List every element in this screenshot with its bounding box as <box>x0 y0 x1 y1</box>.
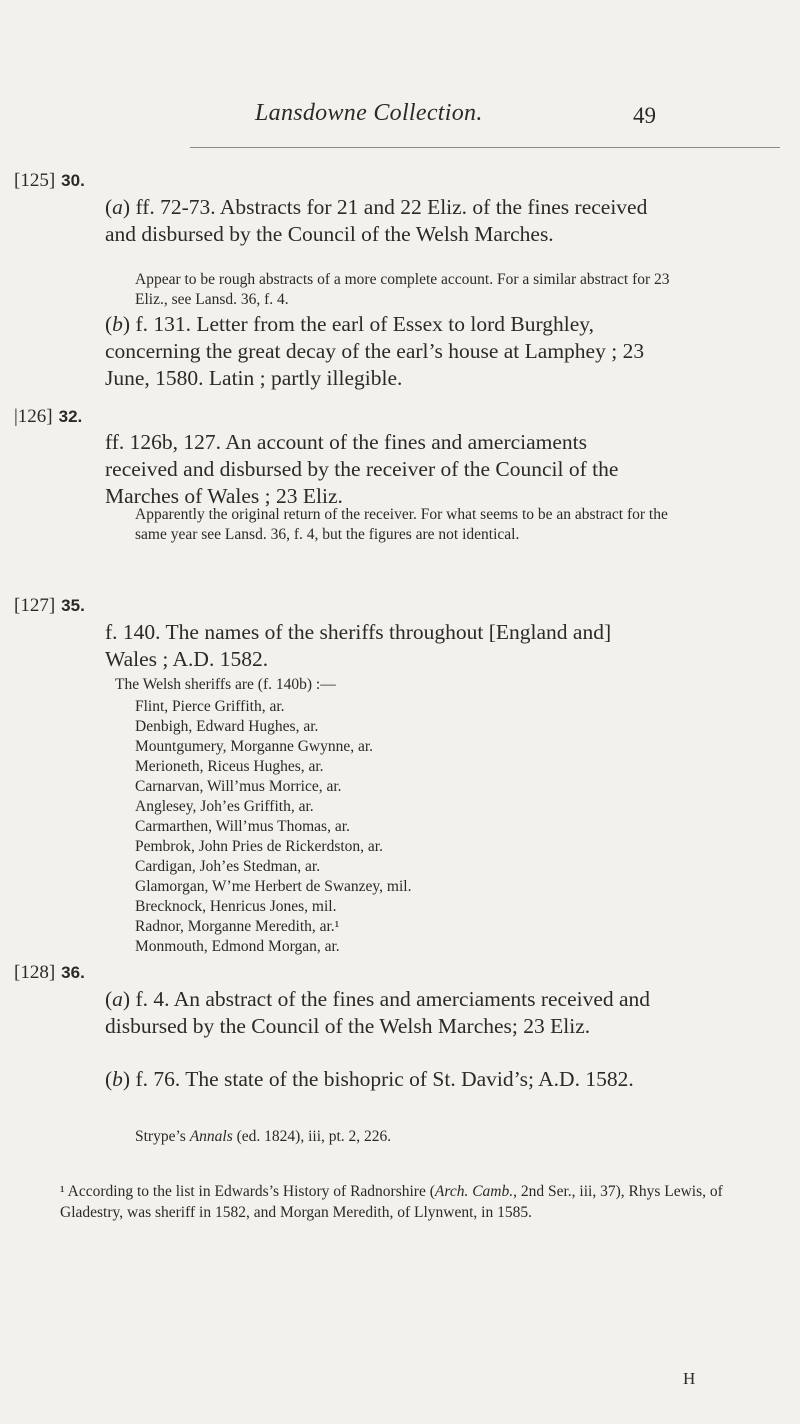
signature-mark: H <box>683 1369 696 1388</box>
note-title: Annals <box>189 1128 233 1145</box>
list-item: Pembrok, John Pries de Rickerdston, ar. <box>135 838 383 855</box>
running-title: Lansdowne Collection. <box>255 100 483 126</box>
list-item: Merioneth, Riceus Hughes, ar. <box>135 758 324 775</box>
item-label: (b) <box>105 1067 131 1091</box>
footnote <box>60 1181 782 1223</box>
entry-ref-number: [128] <box>14 962 56 983</box>
footnote-citation: Arch. Camb. <box>434 1183 514 1200</box>
entry-ref-number: [125] <box>14 170 56 191</box>
item-text: f. 131. Letter from the earl of Essex to lord Burghley, concerning the great decay of the earl’s house at Lamphey ; 23 June, 1580. Latin ; partly illegible. <box>105 312 645 390</box>
footnote-text: According to the list in Edwards’s History of Radnorshire ( <box>64 1183 435 1200</box>
list-item: Carnarvan, Will’mus Morrice, ar. <box>135 778 342 795</box>
entry-number: 32. <box>58 407 83 426</box>
footnote-text: , 2nd Ser., iii, 37), Rhys Lewis, of Gladestry, was sheriff in 1582, and Morgan Meredith, of Llynwent, in 1585. <box>60 1183 723 1221</box>
list-item: Brecknock, Henricus Jones, mil. <box>135 898 337 915</box>
header-rule <box>190 147 780 148</box>
entry-note <box>135 1127 680 1147</box>
list-item: Flint, Pierce Griffith, ar. <box>135 698 285 715</box>
list-item: Cardigan, Joh’es Stedman, ar. <box>135 858 321 875</box>
entry-note: Appear to be rough abstracts of a more complete account. For a similar abstract for 23 Eliz., see Lansd. 36, f. 4. <box>135 271 670 308</box>
item-text: f. 4. An abstract of the fines and amerciaments received and disbursed by the Council of the Welsh Marches; 23 Eliz. <box>105 987 651 1038</box>
item-text: ff. 72-73. Abstracts for 21 and 22 Eliz. of the fines received and disbursed by the Council of the Welsh Marches. <box>105 195 648 246</box>
entry-note: Apparently the original return of the receiver. For what seems to be an abstract for the same year see Lansd. 36, f. 4, but the figures are not identical. <box>135 506 668 543</box>
list-item: Carmarthen, Will’mus Thomas, ar. <box>135 818 350 835</box>
entry-item <box>105 194 665 248</box>
note-prefix: Strype’s <box>135 1128 190 1145</box>
note-suffix: (ed. 1824), iii, pt. 2, 226. <box>232 1128 392 1145</box>
list-item: Radnor, Morganne Meredith, ar.¹ <box>135 918 340 935</box>
page-number: 49 <box>633 103 656 128</box>
entry-ref-number: |126] <box>14 406 53 427</box>
item-label: (a) <box>105 987 131 1011</box>
sheriff-list <box>135 697 411 957</box>
entry-text: ff. 126b, 127. An account of the fines and amerciaments received and disbursed by the receiver of the Council of the Marches of Wales ; 23 Eliz. <box>105 430 619 508</box>
entry-text: f. 140. The names of the sheriffs throughout [England and] Wales ; A.D. 1582. <box>105 620 612 671</box>
entry-number: 30. <box>61 171 85 190</box>
footnote-marker: ¹ <box>60 1183 65 1200</box>
entry-ref <box>14 170 85 192</box>
item-label: (b) <box>105 312 131 336</box>
entry-item <box>105 986 665 1040</box>
entry-ref <box>14 595 85 617</box>
entry-ref-number: [127] <box>14 595 56 616</box>
list-item: Anglesey, Joh’es Griffith, ar. <box>135 798 314 815</box>
list-item: Denbigh, Edward Hughes, ar. <box>135 718 319 735</box>
list-item: Monmouth, Edmond Morgan, ar. <box>135 938 340 955</box>
item-text: f. 76. The state of the bishopric of St. David’s; A.D. 1582. <box>130 1067 634 1091</box>
entry-item <box>105 311 665 392</box>
entry-ref <box>14 406 82 428</box>
entry-number: 35. <box>61 596 85 615</box>
entry-ref <box>14 962 85 984</box>
list-item: Glamorgan, W’me Herbert de Swanzey, mil. <box>135 878 412 895</box>
list-item: Mountgumery, Morganne Gwynne, ar. <box>135 738 374 755</box>
entry-item <box>105 1066 665 1093</box>
entry-number: 36. <box>61 963 85 982</box>
list-intro: The Welsh sheriffs are (f. 140b) :— <box>115 676 336 693</box>
item-label: (a) <box>105 195 131 219</box>
